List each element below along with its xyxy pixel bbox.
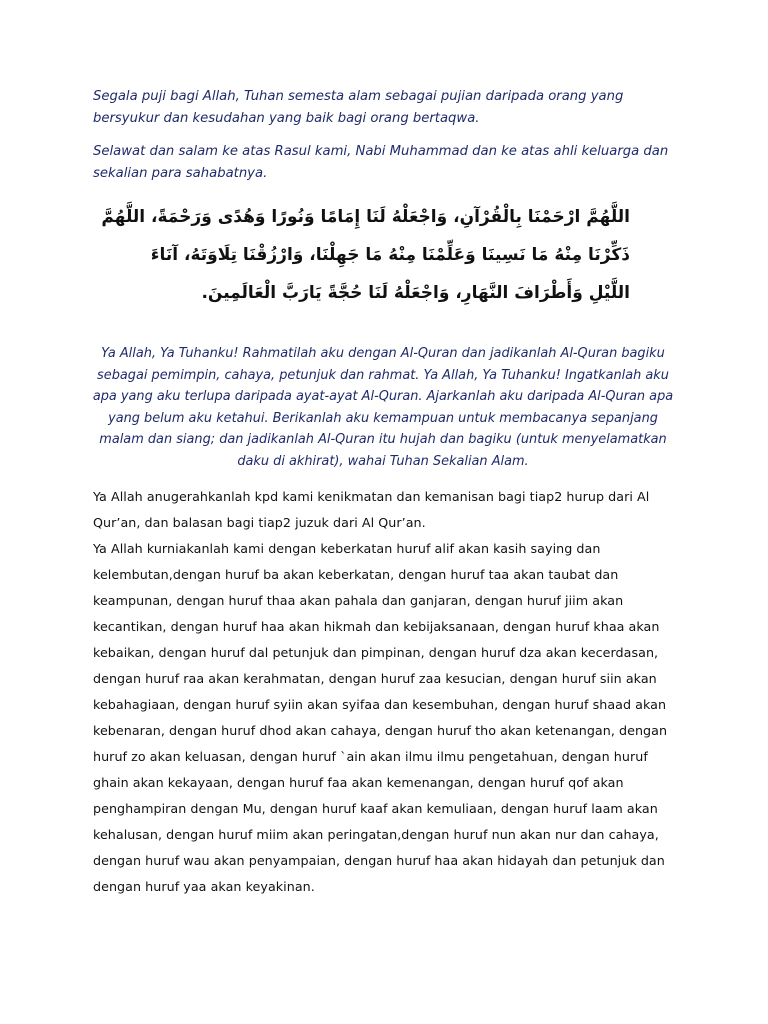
- arabic-prayer-line-1: اللَّهُمَّ ارْحَمْنَا بِالْقُرْآنِ، وَاجْعَلْهُ لَنَا إِمَامًا وَنُورًا وَهُدًى وَرَحْمَةً، اللَّهُمَّ: [101, 207, 630, 227]
- prayer-translation: Ya Allah, Ya Tuhanku! Rahmatilah aku dengan Al-Quran dan jadikanlah Al-Quran bagiku sebagai pemimpin, cahaya, petunjuk dan rahmat. Ya Allah, Ya Tuhanku! Ingatkanlah aku apa yang aku terlupa daripada ayat-ayat Al-Quran. Ajarkanlah aku daripada Al-Quran apa yang belum aku ketahui. Berikanlah aku kemampuan untuk membacanya sepanjang malam dan siang; dan jadikanlah Al-Quran itu hujah dan bagiku (untuk menyelamatkan daku di akhirat), wahai Tuhan Sekalian Alam.: [92, 346, 674, 469]
- arabic-prayer-line-2: ذَكِّرْنَا مِنْهُ مَا نَسِينَا وَعَلِّمْنَا مِنْهُ مَا جَهِلْنَا، وَارْزُقْنَا تِلَاوَتَهُ، آنَاءَ: [150, 245, 630, 265]
- intro-praise-paragraph: Segala puji bagi Allah, Tuhan semesta alam sebagai pujian daripada orang yang bersyukur dan kesudahan yang baik bagi orang bertaqwa.: [93, 89, 624, 126]
- intro-salawat-paragraph: Selawat dan salam ke atas Rasul kami, Nabi Muhammad dan ke atas ahli keluarga dan sekalian para sahabatnya.: [93, 144, 669, 181]
- body-paragraph-huruf: Ya Allah kurniakanlah kami dengan keberkatan huruf alif akan kasih saying dan kelembutan,dengan huruf ba akan keberkatan, dengan huruf taa akan taubat dan keampunan, dengan huruf thaa akan pahala dan ganjaran, dengan huruf jiim akan kecantikan, dengan huruf haa akan hikmah dan kebijaksanaan, dengan huruf khaa akan kebaikan, dengan huruf dal petunjuk dan pimpinan, dengan huruf dza akan kecerdasan, dengan huruf raa akan kerahmatan, dengan huruf zaa kesucian, dengan huruf siin akan kebahagiaan, dengan huruf syiin akan syifaa dan kesembuhan, dengan huruf shaad akan kebenaran, dengan huruf dhod akan cahaya, dengan huruf tho akan ketenangan, dengan huruf zo akan keluasan, dengan huruf `ain akan ilmu ilmu pengetahuan, dengan huruf ghain akan kekayaan, dengan huruf faa akan kemenangan, dengan huruf qof akan penghampiran dengan Mu, dengan huruf kaaf akan kemuliaan, dengan huruf laam akan kehalusan, dengan huruf miim akan peringatan,dengan huruf nun akan nur dan cahaya, dengan huruf wau akan penyampaian, dengan huruf haa akan hidayah dan petunjuk dan dengan huruf yaa akan keyakinan.: [93, 541, 668, 894]
- body-paragraph-anugerah: Ya Allah anugerahkanlah kpd kami kenikmatan dan kemanisan bagi tiap2 hurup dari Al Qur’an, dan balasan bagi tiap2 juzuk dari Al Qur’an.: [93, 489, 650, 530]
- arabic-prayer: [101, 198, 630, 318]
- arabic-prayer-line-3: اللَّيْلِ وَأَطْرَافَ النَّهَارِ، وَاجْعَلْهُ لَنَا حُجَّةً يَارَبَّ الْعَالَمِينَ.: [201, 283, 630, 303]
